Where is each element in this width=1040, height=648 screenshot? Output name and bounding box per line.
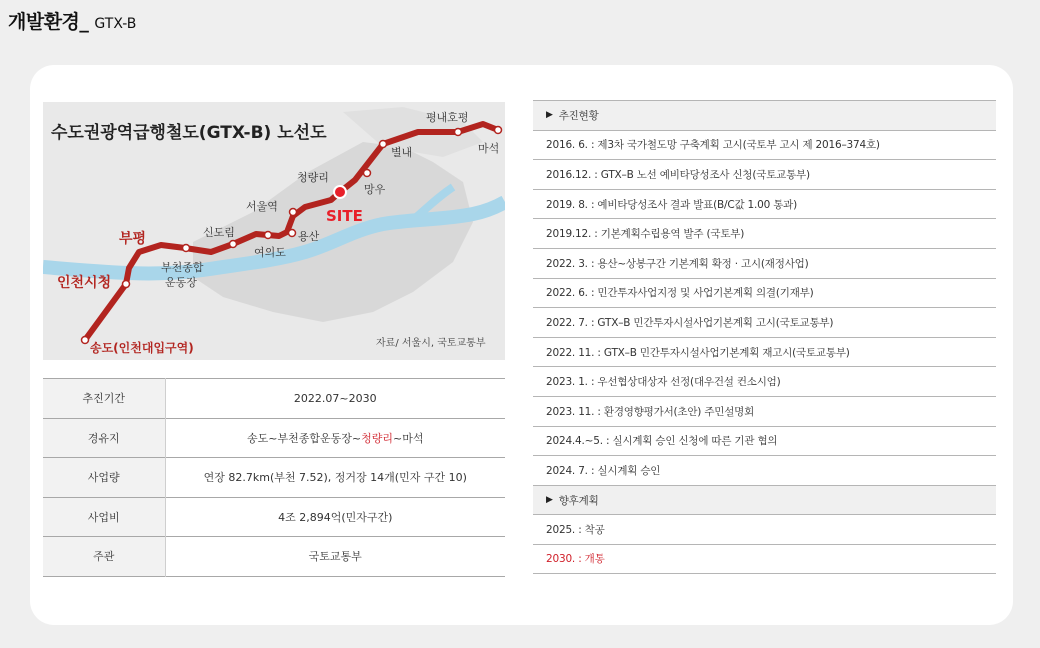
page-header bbox=[8, 7, 136, 34]
info-row-period bbox=[43, 379, 505, 419]
label-bucheon-2: 운동장 bbox=[165, 276, 197, 289]
label-cheongnyangni: 청량리 bbox=[297, 171, 329, 184]
label-byeollae: 별내 bbox=[391, 146, 413, 159]
triangle-icon: ▶ bbox=[546, 495, 553, 506]
page-subtitle: GTX-B bbox=[94, 16, 137, 32]
project-info-table bbox=[43, 378, 505, 577]
info-value: 연장 82.7km(부천 7.52), 정거장 14개(민자 구간 10) bbox=[165, 458, 505, 498]
list-item: 2019. 8. : 예비타당성조사 결과 발표(B/C값 1.00 통과) bbox=[533, 189, 996, 219]
label-incheon-city-hall: 인천시청 bbox=[57, 275, 112, 291]
station-dot-bucheon bbox=[183, 245, 190, 252]
info-row-organizer bbox=[43, 537, 505, 577]
station-dot-songdo bbox=[82, 337, 89, 344]
list-item: 2024. 7. : 실시계획 승인 bbox=[533, 455, 996, 485]
label-sindorim: 신도림 bbox=[203, 226, 235, 239]
info-label: 경유지 bbox=[43, 418, 165, 458]
list-item: 2016. 6. : 제3차 국가철도망 구축계획 고시(국토부 고시 제 2016–374호) bbox=[533, 130, 996, 160]
station-dot-maseok bbox=[495, 127, 502, 134]
timeline-list bbox=[533, 100, 996, 574]
label-mangu: 망우 bbox=[364, 183, 386, 196]
label-maseok: 마석 bbox=[478, 142, 500, 155]
info-value: 4조 2,894억(민자구간) bbox=[165, 497, 505, 537]
route-map-graphic bbox=[43, 102, 505, 360]
content-card bbox=[30, 65, 1013, 625]
progress-heading-label: 추진현황 bbox=[558, 109, 599, 122]
label-yeouido: 여의도 bbox=[254, 246, 286, 259]
label-bucheon-1: 부천종합 bbox=[161, 261, 204, 274]
station-dot-sindorim bbox=[230, 241, 237, 248]
info-row-scope bbox=[43, 458, 505, 498]
list-item: 2016.12. : GTX–B 노선 예비타당성조사 신청(국토교통부) bbox=[533, 159, 996, 189]
route-text-post: ~마석 bbox=[393, 431, 424, 445]
site-marker bbox=[334, 186, 346, 198]
map-title: 수도권광역급행철도(GTX-B) 노선도 bbox=[51, 123, 327, 143]
station-dot-incheon bbox=[123, 281, 130, 288]
list-item: 2025. : 착공 bbox=[533, 514, 996, 544]
station-dot-pyeongnae bbox=[455, 129, 462, 136]
route-text-highlight: 청량리 bbox=[361, 431, 393, 445]
label-seoul-station: 서울역 bbox=[246, 200, 278, 213]
station-dot-mangu bbox=[364, 170, 371, 177]
info-label: 주관 bbox=[43, 537, 165, 577]
list-item: 2024.4.~5. : 실시계획 승인 신청에 따른 기관 협의 bbox=[533, 426, 996, 456]
route-text-pre: 송도~부천종합운동장~ bbox=[247, 431, 362, 445]
triangle-icon: ▶ bbox=[546, 110, 553, 121]
future-heading bbox=[533, 485, 996, 515]
label-yongsan: 용산 bbox=[298, 230, 320, 243]
list-item: 2023. 1. : 우선협상대상자 선정(대우건설 컨소시엄) bbox=[533, 366, 996, 396]
info-value-route bbox=[165, 418, 505, 458]
info-label: 사업비 bbox=[43, 497, 165, 537]
label-pyeongnae-hopyeong: 평내호평 bbox=[426, 111, 469, 124]
info-label: 추진기간 bbox=[43, 379, 165, 419]
info-row-route bbox=[43, 418, 505, 458]
station-dot-yeouido bbox=[265, 232, 272, 239]
info-label: 사업량 bbox=[43, 458, 165, 498]
info-value: 2022.07~2030 bbox=[165, 379, 505, 419]
station-dot-byeollae bbox=[380, 141, 387, 148]
progress-heading bbox=[533, 100, 996, 130]
future-heading-label: 향후계획 bbox=[558, 494, 599, 507]
seoul-land bbox=[193, 142, 473, 322]
list-item: 2019.12. : 기본계획수립용역 발주 (국토부) bbox=[533, 218, 996, 248]
info-value: 국토교통부 bbox=[165, 537, 505, 577]
station-dot-seoul bbox=[290, 209, 297, 216]
list-item: 2022. 6. : 민간투자사업지정 및 사업기본계획 의결(기재부) bbox=[533, 278, 996, 308]
list-item: 2022. 11. : GTX–B 민간투자시설사업기본계획 재고시(국토교통부) bbox=[533, 337, 996, 367]
list-item: 2023. 11. : 환경영향평가서(초안) 주민설명회 bbox=[533, 396, 996, 426]
list-item-highlight: 2030. : 개통 bbox=[533, 544, 996, 574]
label-bupyeong: 부평 bbox=[119, 231, 147, 247]
info-row-cost bbox=[43, 497, 505, 537]
station-dot-yongsan bbox=[289, 230, 296, 237]
list-item: 2022. 3. : 용산~상봉구간 기본계획 확정 · 고시(재정사업) bbox=[533, 248, 996, 278]
page-title: 개발환경_ bbox=[8, 11, 89, 33]
label-songdo: 송도(인천대입구역) bbox=[90, 341, 194, 355]
route-map bbox=[43, 102, 505, 360]
site-label: SITE bbox=[326, 207, 363, 225]
list-item: 2022. 7. : GTX–B 민간투자시설사업기본계획 고시(국토교통부) bbox=[533, 307, 996, 337]
map-source: 자료/ 서울시, 국토교통부 bbox=[376, 338, 486, 349]
